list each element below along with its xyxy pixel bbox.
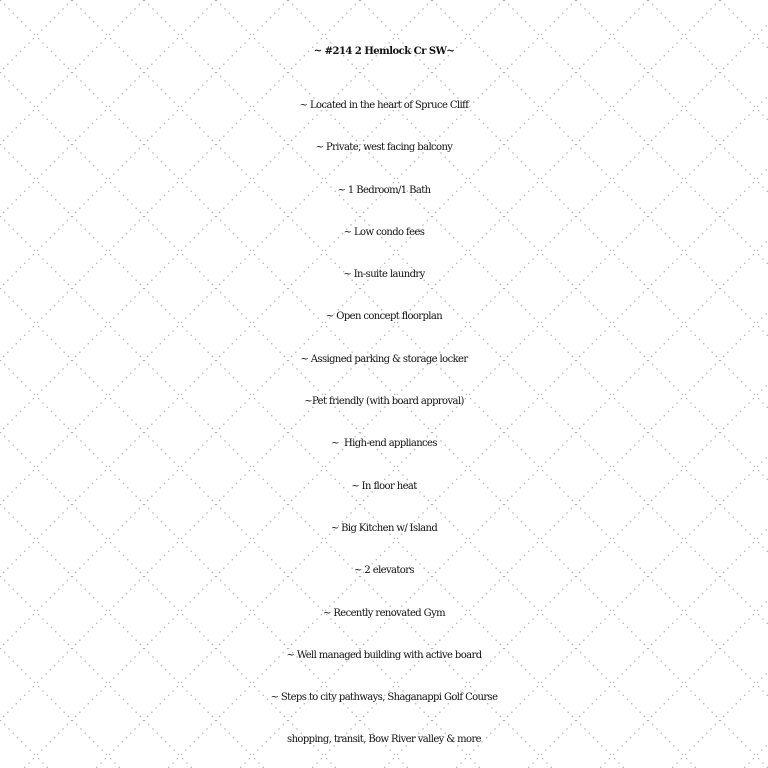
feature-item-floorplan: ~ Open concept floorplan [325, 311, 443, 323]
feature-item-balcony: ~ Private, west facing balcony [315, 142, 453, 154]
feature-item-bedroom-bath: ~ 1 Bedroom/1 Bath [337, 184, 431, 196]
feature-item-appliances: ~ High-end appliances [331, 438, 437, 450]
feature-item-pet-friendly: ~Pet friendly (with board approval) [304, 396, 464, 408]
feature-item-building-management: ~ Well managed building with active board [286, 649, 482, 661]
feature-item-elevators: ~ 2 elevators [354, 565, 414, 577]
feature-item-laundry: ~ In-suite laundry [343, 269, 425, 281]
feature-item-gym: ~ Recently renovated Gym [322, 607, 446, 619]
feature-item-location: ~ Located in the heart of Spruce Cliff [299, 100, 469, 111]
feature-list [0, 85, 768, 762]
feature-item-floor-heat: ~ In floor heat [351, 480, 417, 492]
feature-item-parking-storage: ~ Assigned parking & storage locker [300, 353, 468, 365]
feature-item-condo-fees: ~ Low condo fees [343, 226, 425, 238]
feature-item-kitchen: ~ Big Kitchen w/ Island [330, 522, 438, 534]
listing-title: ~ #214 2 Hemlock Cr SW~ [313, 46, 455, 57]
feature-item-amenities: shopping, transit, Bow River valley & more [287, 734, 481, 746]
feature-item-pathways: ~ Steps to city pathways, Shaganappi Golf Course [270, 692, 498, 704]
